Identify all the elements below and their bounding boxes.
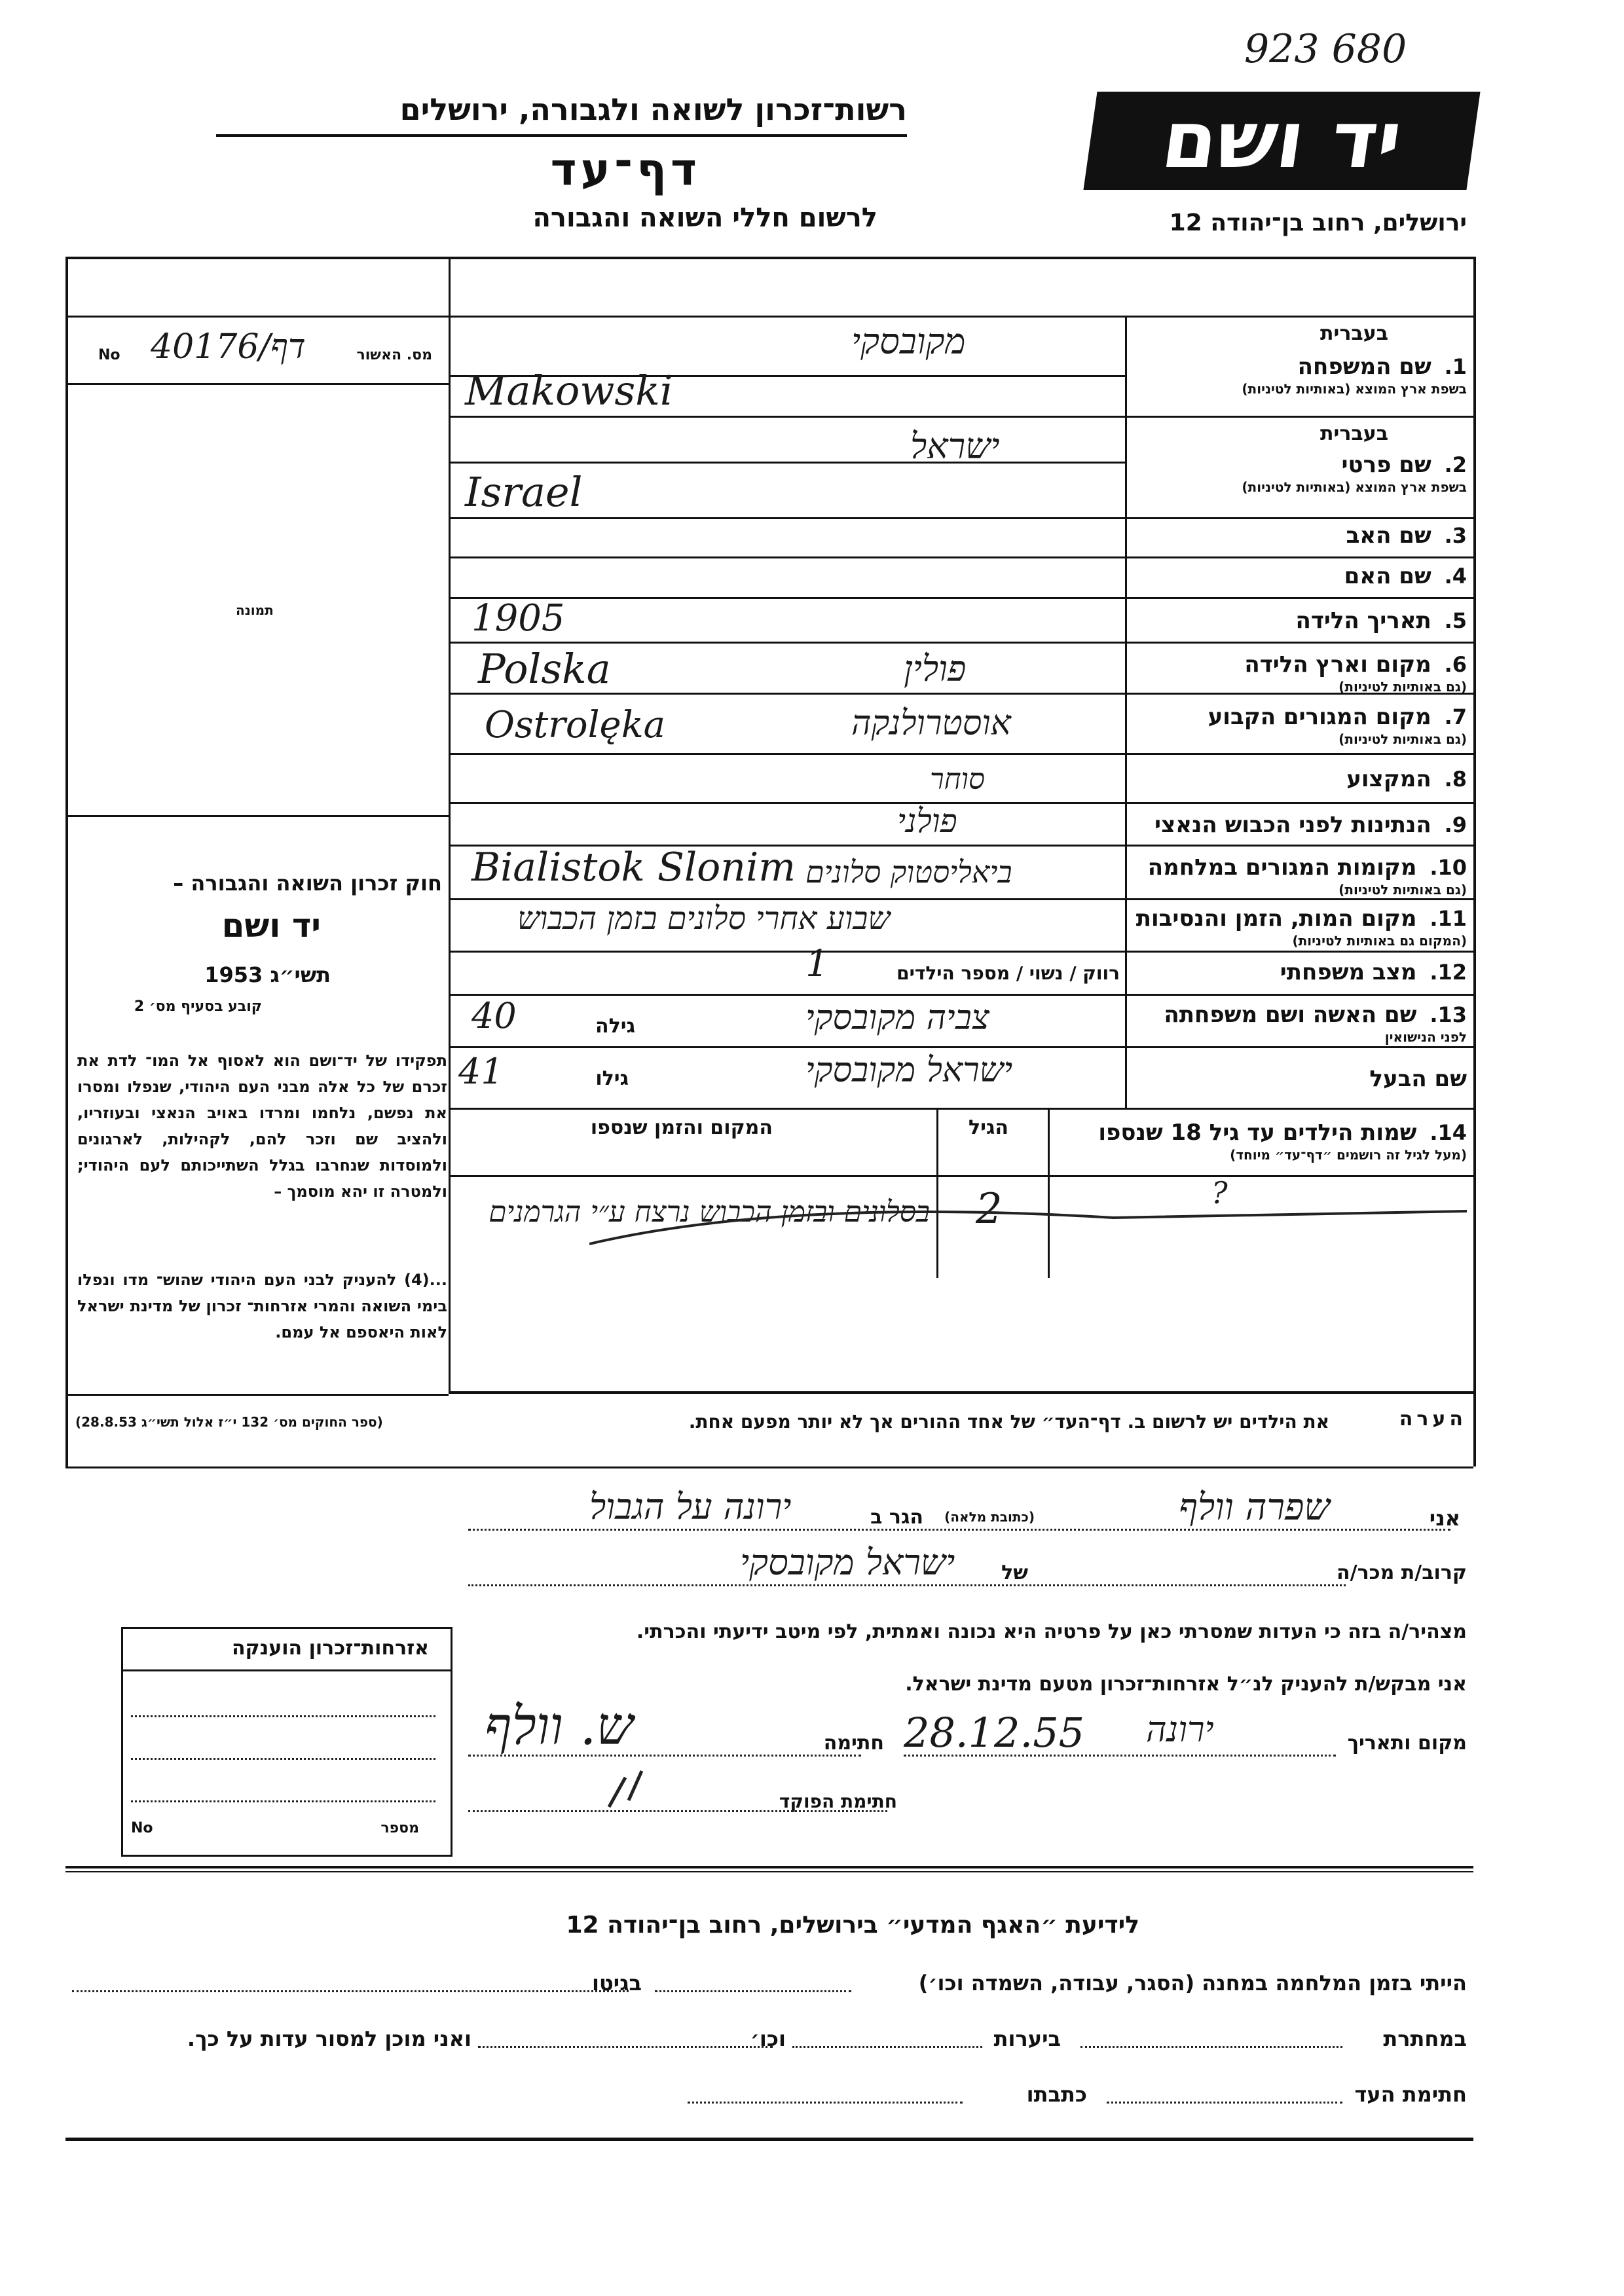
declarant-place-date-label: מקום ותאריך	[1347, 1732, 1467, 1755]
field-2-label	[1242, 452, 1467, 495]
declarant-place-line	[904, 1755, 1336, 1757]
field-1-label	[1242, 354, 1467, 397]
field-13-num: 13.	[1430, 1002, 1467, 1027]
field-6-value-latin: Polska	[478, 645, 611, 693]
husband-age: 41	[458, 1051, 504, 1092]
field-7-title: מקום המגורים הקבוע	[1208, 704, 1431, 730]
field-3-title: שם האב	[1346, 522, 1431, 549]
field-2-hebrew-tag: בעברית	[1320, 422, 1388, 445]
footer-line2-c: וכו׳	[750, 2026, 786, 2051]
frame-left	[65, 257, 68, 1467]
footer-line1-a: הייתי בזמן המלחמה במחנה (הסגר, עבודה, השמדה וכו׳)	[918, 1971, 1467, 1995]
officer-signature-label: חתימת הפוקד	[779, 1791, 897, 1812]
frame-bottom-2	[65, 1866, 1473, 1868]
header-rule	[216, 134, 907, 137]
law-rule	[65, 815, 449, 817]
row-line-2a	[449, 462, 1125, 464]
declarant-relation-label: קרוב/ת מכר/ה	[1337, 1561, 1467, 1584]
footer-title: לידיעת ״האגף המדעי״ בירושלים, רחוב בן־יהודה 12	[566, 1912, 1139, 1939]
children-col-place-header: המקום והזמן שנספו	[590, 1116, 773, 1139]
row-line-14	[449, 1108, 1473, 1110]
field-6-sub: (גם באותיות לטיניות)	[1338, 679, 1467, 695]
field-7-num: 7.	[1444, 704, 1467, 729]
row-line-4	[449, 597, 1473, 599]
law-text-1: תפקידו של יד־ושם הוא לאסוף אל המו־ לדת את זכרם של כל אלה מבני העם היהודי, שנפלו ומסרו את נפשם, נלחמו ומרדו באויב הנאצי ובעוזריו, ולהציב שם וזכר להם, לקהילות, לארגונים ולמוסדות שנחרבו בגלל השתייכותם לעם היהודי; ולמטרה זו יהא מוסמך –	[77, 1051, 447, 1201]
field-13-title: שם האשה ושם משפחתה	[1164, 1002, 1417, 1028]
header-address: ירושלים, רחוב בן־יהודה 12	[1169, 210, 1467, 236]
field-6-num: 6.	[1444, 652, 1467, 677]
field-7-value-latin: Ostrolęka	[485, 704, 666, 746]
row-line-2b	[449, 517, 1473, 519]
row-line-5	[449, 642, 1473, 644]
field-13-age: 40	[471, 995, 517, 1036]
declarant-name: שפרה וולף	[1179, 1486, 1330, 1529]
row-line-7	[449, 753, 1473, 755]
field-5-value: 1905	[471, 597, 565, 640]
declarant-signature-line	[468, 1755, 861, 1757]
husband-value: ישראל מקובסקי	[805, 1051, 1013, 1090]
declarant-line-1	[468, 1529, 1450, 1531]
citizenship-box-rule	[121, 1669, 451, 1671]
yad-vashem-logo: יד ושם	[1083, 92, 1480, 190]
field-7-value-he: אוסטרולנקה	[851, 704, 1011, 743]
field-9-value: פולני	[897, 802, 957, 840]
field-9-title: הנתינות לפני הכבוש הנאצי	[1154, 812, 1431, 838]
form-title: דף־עד	[550, 144, 701, 196]
field-5-title: תאריך הלידה	[1295, 608, 1431, 634]
field-13-label	[1164, 1002, 1467, 1045]
approval-label: מס. האשור	[356, 347, 432, 363]
frame-right	[1473, 257, 1476, 1467]
field-5-label	[1296, 608, 1467, 634]
column-divider-labels	[1125, 316, 1127, 1108]
field-9-label	[1154, 812, 1467, 838]
frame-bottom-3	[65, 1871, 1473, 1872]
law-title: חוק זכרון השואה והגבורה –	[173, 871, 442, 896]
field-7-label	[1208, 704, 1467, 747]
declarant-ani: אני	[1429, 1506, 1460, 1531]
law-source-rule	[65, 1394, 449, 1396]
declarant-line-2	[468, 1584, 1346, 1586]
declarant-place: ירונה	[1146, 1709, 1214, 1750]
footer-line1-dots-2	[72, 1990, 629, 1992]
footer-line3-a: חתימת העד	[1354, 2082, 1467, 2107]
field-10-title: מקומות המגורים במלחמה	[1147, 854, 1417, 881]
declarant-request: אני מבקש/ת להעניק לנ״ל אזרחות־זכרון מטעם מדינת ישראל.	[905, 1673, 1467, 1696]
footer-bottom-rule	[65, 2138, 1473, 2141]
law-text-2: ...(4) להעניק לבני העם היהודי שהוש־ מדו ונפלו בימי השואה והמרי אזרחות־ זכרון של מדינת ישראל לאות היאספם אל עמם.	[77, 1271, 447, 1341]
children-sub: (מעל לגיל זה רושמים ״דף־עד״ מיוחד)	[1230, 1147, 1467, 1163]
field-1-value-he: מקובסקי	[851, 321, 966, 362]
declarant-signature: ש. וולף	[485, 1696, 634, 1757]
row-line-13	[449, 1046, 1473, 1048]
children-num: 14.	[1430, 1120, 1467, 1145]
field-3-label	[1346, 522, 1467, 549]
field-8-label	[1346, 766, 1467, 792]
note-label: הערה	[1399, 1408, 1467, 1430]
declarant-resides-hint: (כתובת מלאה)	[944, 1509, 1035, 1525]
declarant-signature-label: חתימה	[823, 1732, 884, 1755]
approval-number: דף/40176	[151, 327, 306, 367]
note-rule-top	[449, 1391, 1473, 1394]
field-8-num: 8.	[1444, 767, 1467, 792]
field-13-sub: לפני הנישואין	[1384, 1029, 1467, 1045]
law-source: (ספר החוקים מס׳ 132 י״ז אלול תשי״ג 28.8.53)	[75, 1414, 383, 1430]
footer-line2-dots-3	[478, 2046, 773, 2048]
field-4-num: 4.	[1444, 564, 1467, 589]
footer-line2-b: ביערות	[993, 2026, 1061, 2051]
footer-line2-d: ואני מוכן למסור עדות על כך.	[187, 2026, 471, 2051]
field-5-num: 5.	[1444, 608, 1467, 633]
footer-line3-dots-1	[1107, 2102, 1342, 2104]
declarant-relative: ישראל מקובסקי	[740, 1542, 955, 1583]
field-8-title: המקצוע	[1346, 766, 1431, 792]
field-10-value-latin: Bialistok Slonim	[471, 845, 796, 890]
footer-line2-dots-1	[1080, 2046, 1342, 2048]
field-10-value-he: ביאליסטוק סלונים	[805, 854, 1012, 890]
children-title: שמות הילדים עד גיל 18 שנספו	[1098, 1120, 1417, 1146]
field-10-sub: (גם באותיות לטיניות)	[1338, 882, 1467, 898]
field-12-num: 12.	[1430, 960, 1467, 985]
husband-label: שם הבעל	[1369, 1066, 1467, 1092]
row-line-11	[449, 951, 1473, 953]
field-10-num: 10.	[1430, 855, 1467, 880]
citizenship-dots-1	[131, 1715, 435, 1717]
approval-rule	[65, 383, 449, 385]
law-name: יד ושם	[221, 907, 321, 945]
footer-line3-dots-2	[688, 2102, 963, 2104]
husband-age-label: גילו	[595, 1067, 629, 1090]
field-4-label	[1344, 563, 1467, 589]
field-1-value-latin: Makowski	[465, 367, 673, 414]
field-11-title: מקום המות, הזמן והנסיבות	[1135, 905, 1417, 932]
declarant-declare: מצהיר/ה בזה כי העדות שמסרתי כאן על פרטיה היא נכונה ואמתית, לפי מיטב ידיעתי והכרתי.	[636, 1620, 1467, 1643]
field-11-value: שבוע אחרי סלונים בזמן הכבוש	[517, 900, 891, 937]
field-1-num: 1.	[1444, 354, 1467, 379]
citizenship-dots-2	[131, 1758, 435, 1760]
field-12-title: מצב משפחתי	[1280, 959, 1417, 985]
field-2-sub: בשפת ארץ המוצא (באותיות לטיניות)	[1242, 479, 1467, 495]
row-line-8	[449, 802, 1473, 804]
frame-top-2	[65, 316, 1473, 318]
citizenship-number-label: מספר	[380, 1820, 419, 1836]
field-12-label	[1280, 959, 1467, 985]
declarant-of-label: של	[1001, 1561, 1028, 1584]
law-clause: קובע בסעיף מס׳ 2	[134, 998, 262, 1015]
note-text: את הילדים יש לרשום ב. דף־העד״ של אחד ההורים אך לא יותר מפעם אחת.	[688, 1411, 1329, 1432]
field-1-sub: בשפת ארץ המוצא (באותיות לטיניות)	[1242, 381, 1467, 397]
declarant-resides-label: הגר ב	[870, 1506, 923, 1529]
footer-line2-a: במחתרת	[1383, 2026, 1467, 2051]
footer-line1-dots-1	[655, 1990, 851, 1992]
law-year: תשי״ג 1953	[204, 962, 331, 987]
field-2-value-he: ישראל	[910, 426, 1000, 467]
children-row-age: 2	[976, 1185, 1003, 1233]
field-2-num: 2.	[1444, 452, 1467, 477]
frame-top	[65, 257, 1473, 259]
field-12-value: 1	[805, 943, 829, 985]
approval-no-prefix: No	[98, 347, 120, 363]
archive-number: 923 680	[1244, 26, 1407, 72]
field-6-label	[1244, 651, 1467, 695]
field-1-title: שם המשפחה	[1297, 354, 1431, 380]
photo-label: תמונה	[236, 602, 274, 618]
children-col-age-header: הגיל	[969, 1116, 1008, 1139]
field-9-num: 9.	[1444, 812, 1467, 837]
officer-signature-mark	[602, 1768, 655, 1813]
children-strike-line	[589, 1205, 1473, 1257]
row-line-12	[449, 994, 1473, 996]
row-line-3	[449, 556, 1473, 558]
field-7-sub: (גם באותיות לטיניות)	[1338, 731, 1467, 747]
citizenship-no-prefix: No	[131, 1820, 153, 1836]
declarant-date: 28.12.55	[904, 1709, 1085, 1757]
footer-line1-b: בגיטו	[592, 1971, 642, 1995]
form-subtitle: לרשום חללי השואה והגבורה	[532, 203, 877, 233]
field-8-value: סוחר	[930, 763, 985, 796]
children-header-rule	[449, 1175, 1473, 1177]
field-12-mid-label: רווק / נשוי / מספר הילדים	[896, 962, 1120, 984]
frame-bottom-1	[65, 1467, 1473, 1468]
footer-line2-dots-2	[792, 2046, 982, 2048]
field-10-label	[1148, 854, 1467, 898]
declarant-address: ירונה על הגבול	[589, 1486, 792, 1527]
field-6-title: מקום וארץ הלידה	[1244, 651, 1431, 678]
field-11-num: 11.	[1430, 906, 1467, 931]
citizenship-box-title: אזרחות־זכרון הוענקה	[231, 1637, 429, 1660]
row-line-1b	[449, 416, 1473, 418]
officer-signature-line	[468, 1810, 887, 1812]
field-1-hebrew-tag: בעברית	[1320, 322, 1388, 345]
field-4-title: שם האם	[1344, 563, 1431, 589]
field-13-age-label: גילה	[595, 1015, 635, 1038]
field-3-num: 3.	[1444, 523, 1467, 548]
citizenship-dots-3	[131, 1800, 435, 1802]
children-row-place: בסלונים ובזמן הכבוש נרצח ע״י הגרמנים	[489, 1195, 930, 1229]
footer-line3-b: כתבתו	[1026, 2082, 1087, 2107]
column-divider-left	[449, 257, 451, 1394]
field-11-label	[1136, 905, 1467, 949]
header-org: רשות־זכרון לשואה ולגבורה, ירושלים	[399, 92, 907, 127]
field-6-value-he: פולין	[904, 648, 967, 689]
field-2-title: שם פרטי	[1341, 452, 1431, 478]
field-2-value-latin: Israel	[465, 468, 583, 516]
field-13-value: צביה מקובסקי	[805, 998, 989, 1038]
children-label	[1098, 1120, 1467, 1163]
field-11-sub: (המקום גם באותיות לטיניות)	[1292, 933, 1467, 949]
children-row-name: ?	[1211, 1175, 1228, 1211]
